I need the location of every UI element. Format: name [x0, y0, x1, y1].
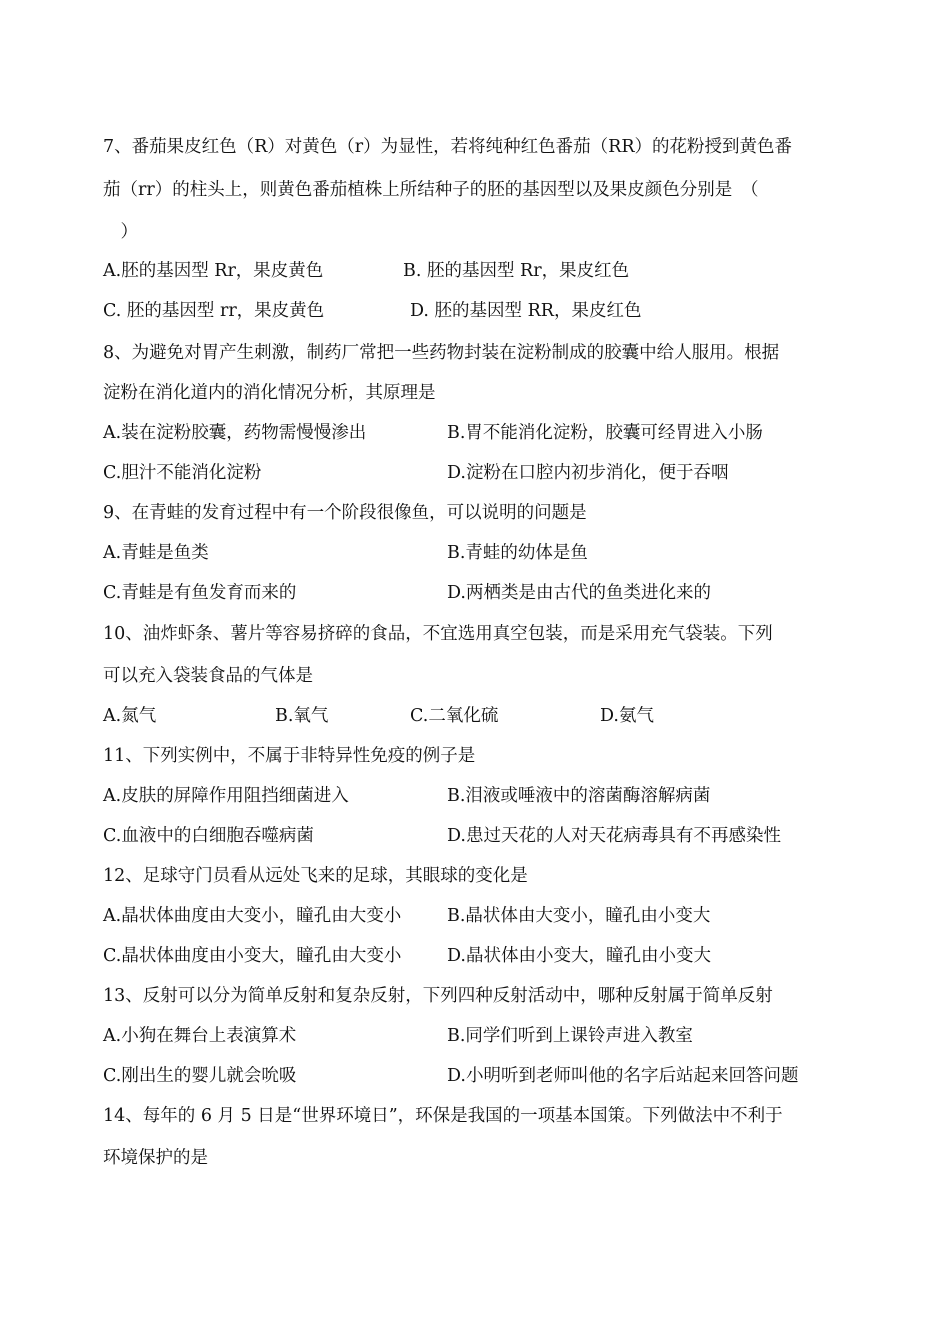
q9-option-b: B.青蛙的幼体是鱼 — [447, 543, 588, 563]
q7-stem-line2: 茄（rr）的柱头上，则黄色番茄植株上所结种子的胚的基因型以及果皮颜色分别是 （ — [103, 180, 759, 200]
q11-option-b: B.泪液或唾液中的溶菌酶溶解病菌 — [447, 786, 711, 806]
q13-option-b: B.同学们听到上课铃声进入教室 — [447, 1026, 693, 1046]
q8-option-b: B.胃不能消化淀粉，胶囊可经胃进入小肠 — [447, 423, 763, 443]
q14-stem-line2: 环境保护的是 — [103, 1148, 208, 1168]
q8-option-a: A.装在淀粉胶囊，药物需慢慢渗出 — [103, 423, 367, 443]
q7-option-a: A.胚的基因型 Rr，果皮黄色 — [103, 261, 324, 281]
q13-option-a: A.小狗在舞台上表演算术 — [103, 1026, 297, 1046]
q9-stem-line1: 9、在青蛙的发育过程中有一个阶段很像鱼，可以说明的问题是 — [103, 503, 587, 523]
q9-option-a: A.青蛙是鱼类 — [103, 543, 209, 563]
q7-option-b: B. 胚的基因型 Rr，果皮红色 — [403, 261, 630, 281]
q11-option-d: D.患过天花的人对天花病毒具有不再感染性 — [447, 826, 781, 846]
q10-option-c: C.二氧化硫 — [410, 706, 499, 726]
q7-option-c: C. 胚的基因型 rr，果皮黄色 — [103, 301, 325, 321]
q12-option-b: B.晶状体由大变小，瞳孔由小变大 — [447, 906, 711, 926]
q7-option-d: D. 胚的基因型 RR，果皮红色 — [410, 301, 642, 321]
q9-option-c: C.青蛙是有鱼发育而来的 — [103, 583, 297, 603]
q10-stem-line2: 可以充入袋装食品的气体是 — [103, 666, 313, 686]
q8-option-d: D.淀粉在口腔内初步消化，便于吞咽 — [447, 463, 729, 483]
q10-stem-line1: 10、油炸虾条、薯片等容易挤碎的食品，不宜选用真空包装，而是采用充气袋装。下列 — [103, 624, 773, 644]
q12-option-a: A.晶状体曲度由大变小，瞳孔由大变小 — [103, 906, 402, 926]
q10-option-d: D.氨气 — [600, 706, 654, 726]
q11-option-c: C.血液中的白细胞吞噬病菌 — [103, 826, 314, 846]
q8-stem-line1: 8、为避免对胃产生刺激，制药厂常把一些药物封装在淀粉制成的胶囊中给人服用。根据 — [103, 343, 780, 363]
q9-option-d: D.两栖类是由古代的鱼类进化来的 — [447, 583, 711, 603]
q8-stem-line2: 淀粉在消化道内的消化情况分析，其原理是 — [103, 383, 436, 403]
q13-option-c: C.刚出生的婴儿就会吮吸 — [103, 1066, 297, 1086]
q7-stem-line1: 7、番茄果皮红色（R）对黄色（r）为显性，若将纯种红色番茄（RR）的花粉授到黄色番 — [103, 137, 793, 157]
q10-option-a: A.氮气 — [103, 706, 157, 726]
q13-option-d: D.小明听到老师叫他的名字后站起来回答问题 — [447, 1066, 799, 1086]
q11-stem-line1: 11、下列实例中，不属于非特异性免疫的例子是 — [103, 746, 476, 766]
q8-option-c: C.胆汁不能消化淀粉 — [103, 463, 262, 483]
q12-option-c: C.晶状体曲度由小变大，瞳孔由大变小 — [103, 946, 402, 966]
q11-option-a: A.皮肤的屏障作用阻挡细菌进入 — [103, 786, 349, 806]
q13-stem-line1: 13、反射可以分为简单反射和复杂反射，下列四种反射活动中，哪种反射属于简单反射 — [103, 986, 773, 1006]
q12-stem-line1: 12、足球守门员看从远处飞来的足球，其眼球的变化是 — [103, 866, 528, 886]
q14-stem-line1: 14、每年的 6 月 5 日是“世界环境日”，环保是我国的一项基本国策。下列做法中不利于 — [103, 1106, 783, 1126]
q7-stem-line3: ） — [103, 222, 138, 242]
q12-option-d: D.晶状体由小变大，瞳孔由小变大 — [447, 946, 711, 966]
q10-option-b: B.氧气 — [275, 706, 329, 726]
